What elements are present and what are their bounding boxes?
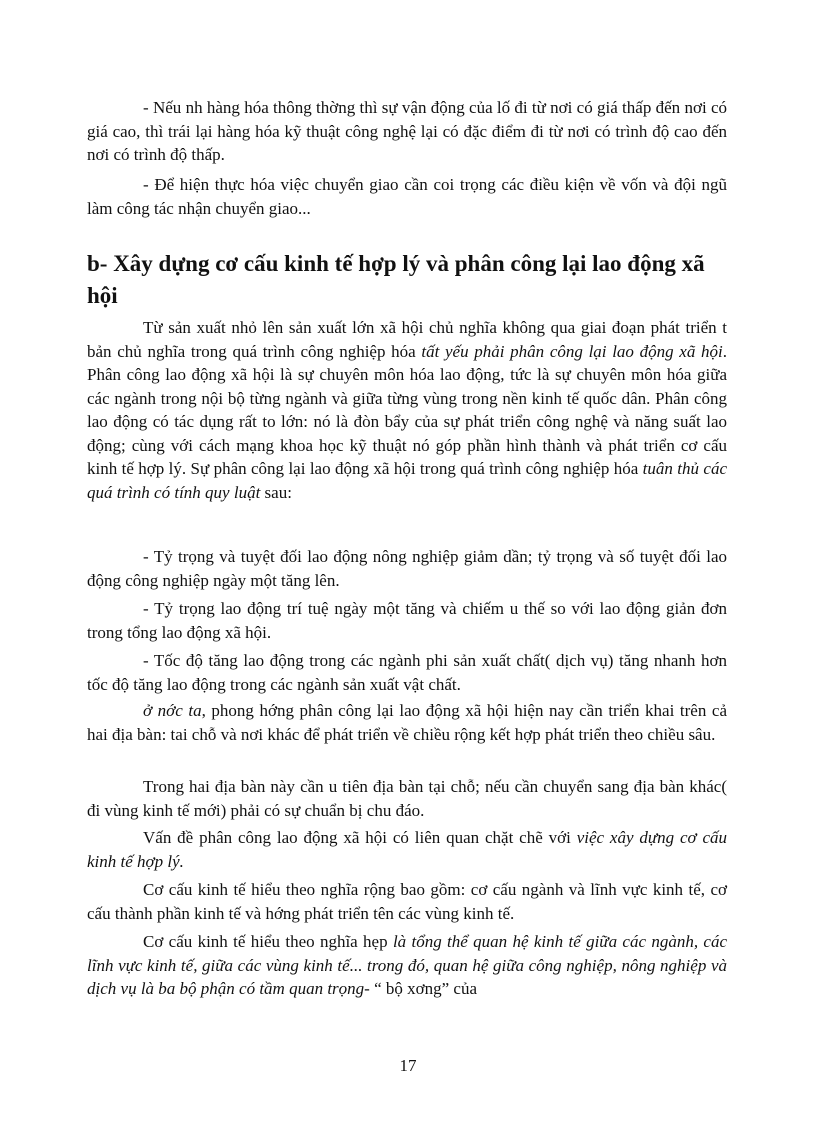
paragraph-economic-structure-link: [87, 826, 727, 873]
text-run: , phong hớng phân công lại lao động xã hội hiện nay cần triển khai trên cả hai địa bàn: tai chỗ và nơi khác để phát triển về chiều rộng kết hợp phát triển theo chiều sâu.: [87, 701, 727, 744]
text-run: sau:: [260, 482, 292, 502]
paragraph-broad-definition: Cơ cấu kinh tế hiểu theo nghĩa rộng bao gồm: cơ cấu ngành và lĩnh vực kinh tế, cơ cấu thành phần kinh tế và hớng phát triển tên các vùng kinh tế.: [87, 880, 727, 923]
page-number: 17: [399, 1056, 417, 1075]
paragraph-in-our-country: [87, 699, 727, 746]
section-heading: b- Xây dựng cơ cấu kinh tế hợp lý và phân công lại lao động xã hội: [87, 251, 705, 308]
italic-text-run: ở nớc ta: [143, 701, 202, 720]
bullet-service-labor: - Tốc độ tăng lao động trong các ngành phi sản xuất chất( dịch vụ) tăng nhanh hơn tốc độ tăng lao động trong các ngành sản xuất vật chất.: [87, 651, 727, 694]
bullet-agriculture-labor: - Tỷ trọng và tuyệt đối lao động nông nghiệp giảm dần; tỷ trọng và số tuyệt đối lao động công nghiệp ngày một tăng lên.: [87, 547, 727, 590]
paragraph-goods-movement: - Nếu nh hàng hóa thông thờng thì sự vận động của lố đi từ nơi có giá thấp đến nơi có giá cao, thì trái lại hàng hóa kỹ thuật công nghệ lại có đặc điểm đi từ nơi có trình độ cao đến nơi có trình độ thấp.: [87, 98, 727, 164]
italic-text-run: tất yếu phải phân công lại lao động xã hội: [421, 341, 723, 361]
paragraph-narrow-definition: [87, 930, 727, 1001]
text-run: “ bộ xơng” của: [369, 979, 478, 998]
paragraph-transfer-conditions: - Để hiện thực hóa việc chuyển giao cần coi trọng các điều kiện về vốn và đội ngũ làm công tác nhận chuyển giao...: [87, 175, 727, 218]
text-run: . Phân công lao động xã hội là sự chuyên môn hóa lao động, tức là sự chuyên môn hóa giữa các ngành trong nội bộ từng ngành và giữa từng vùng trong nền kinh tế quốc dân. Phân công lao động có tác dụng rất to lớn: nó là đòn bẩy của sự phát triển công nghệ và năng suất lao động; cùng với cách mạng khoa học kỹ thuật nó góp phần hình thành và phát triển cơ cấu kinh tế hợp lý. Sự phân công lại lao động xã hội trong quá trình công nghiệp hóa: [87, 341, 727, 478]
italic-text-run: là tổng thể quan hệ kinh tế giữa các ngành, các lĩnh vực kinh tế, giữa các vùng kinh tế... trong đó, quan hệ giữa công nghiệp, nông nghiệp và dịch vụ là ba bộ phận có tầm quan trọng-: [87, 932, 727, 998]
paragraph-labor-division-intro: [87, 316, 727, 504]
italic-text-run: việc xây dựng cơ cấu kinh tế hợp lý.: [87, 828, 727, 871]
italic-text-run: tuân thủ các quá trình có tính quy luật: [87, 459, 727, 502]
bullet-intellectual-labor: - Tỷ trọng lao động trí tuệ ngày một tăng và chiếm u thế so với lao động giản đơn trong tổng lao động xã hội.: [87, 599, 727, 642]
text-run: Từ sản xuất nhỏ lên sản xuất lớn xã hội chủ nghĩa không qua giai đoạn phát triển t bản chủ nghĩa trong quá trình công nghiệp hóa: [87, 318, 727, 361]
paragraph-local-priority: Trong hai địa bàn này cần u tiên địa bàn tại chỗ; nếu cần chuyển sang địa bàn khác( đi vùng kinh tế mới) phải có sự chuẩn bị chu đáo.: [87, 777, 727, 820]
text-run: Cơ cấu kinh tế hiểu theo nghĩa hẹp: [143, 932, 393, 951]
text-run: Vấn đề phân công lao động xã hội có liên quan chặt chẽ với: [143, 828, 577, 847]
